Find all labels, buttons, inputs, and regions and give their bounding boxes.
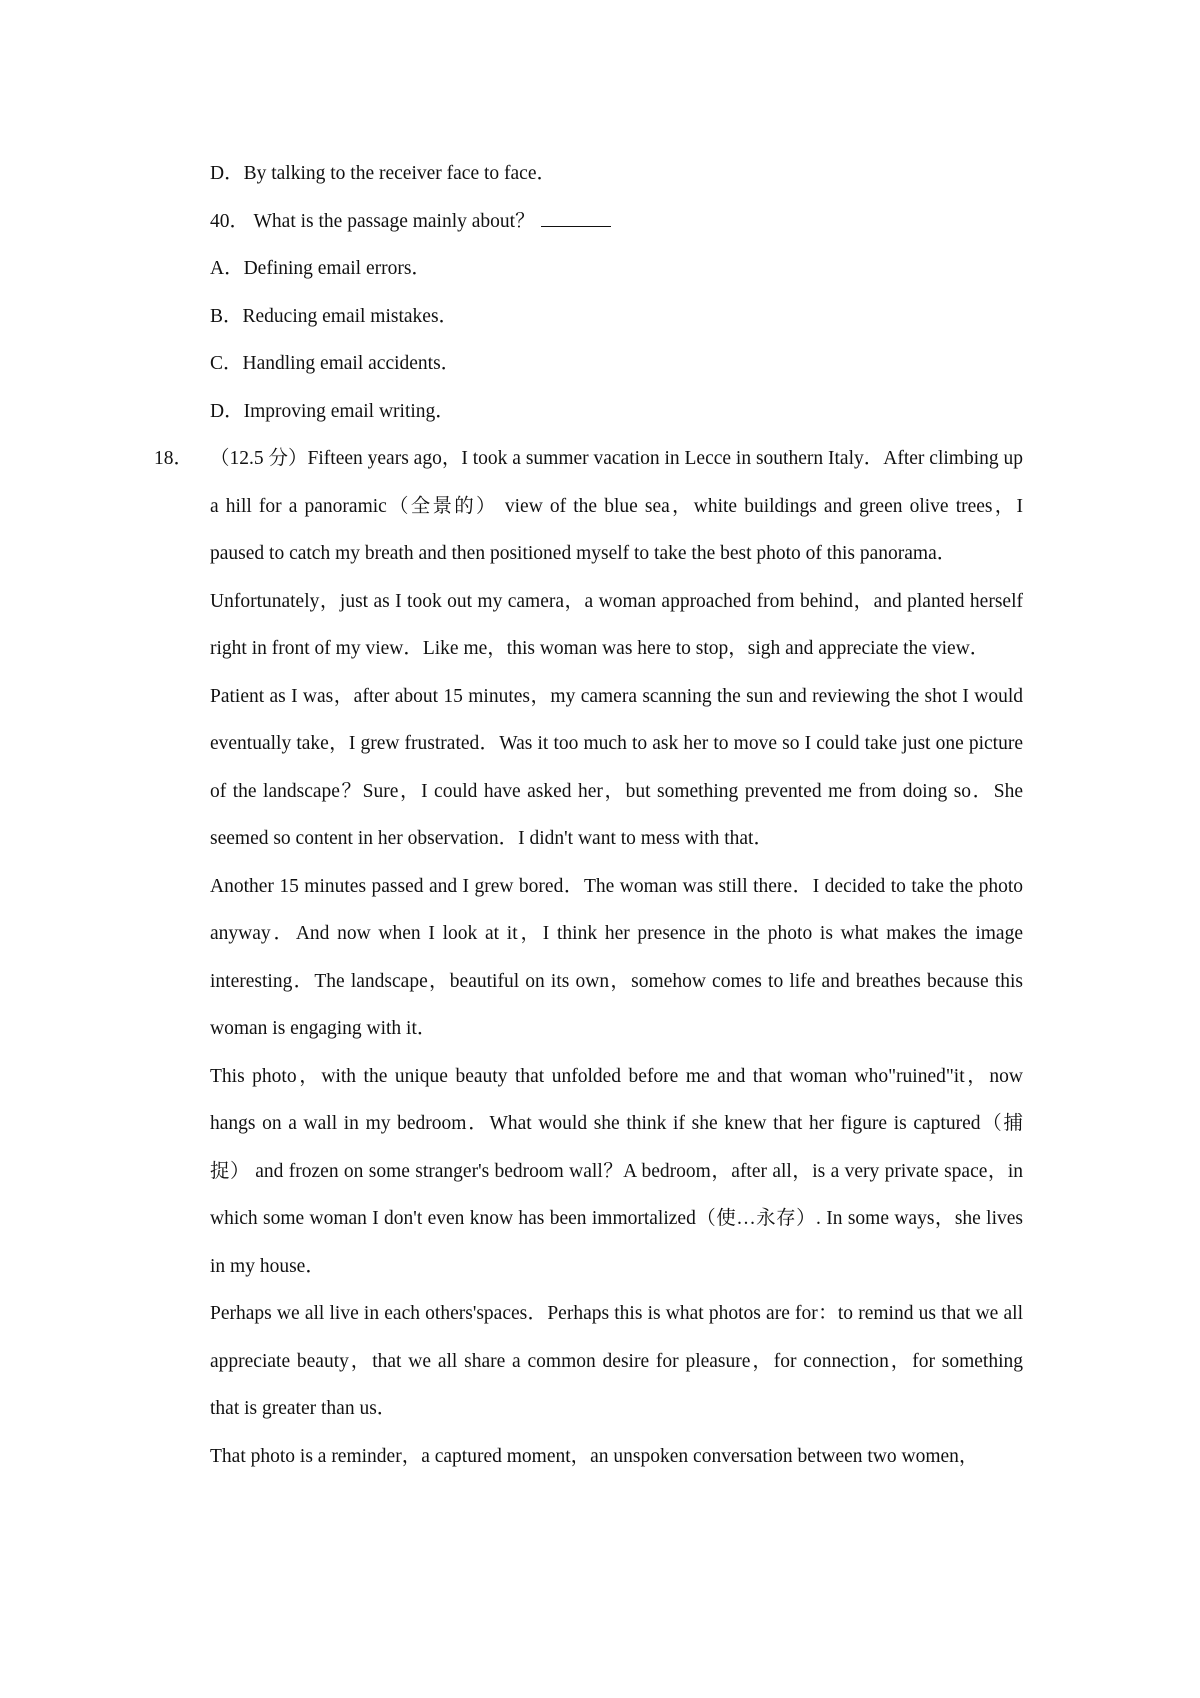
question-content (154, 150, 1023, 1480)
q40-option-d: D．Improving email writing． (210, 400, 455, 422)
passage-paragraph-7: That photo is a reminder，a captured moment，an unspoken conversation between two women， (210, 1445, 979, 1467)
q40-option-a: A．Defining email errors． (210, 258, 431, 279)
passage-paragraph-3: Patient as I was，after about 15 minutes，my camera scanning the sun and reviewing the shot I would eventually take，I grew frustrated．Was it too much to ask her to move so I could take just one picture of the landscape？Sure，I could have asked her，but something prevented me from doing so．She seemed so content in her observation．I didn't want to mess with that． (210, 685, 1023, 849)
passage-paragraph-4: Another 15 minutes passed and I grew bored．The woman was still there．I decided to take the photo anyway．And now when I look at it，I think her presence in the photo is what makes the image interesting．The landscape，beautiful on its own，somehow comes to life and breathes because this woman is engaging with it． (210, 875, 1023, 1039)
passage-paragraph-5: This photo，with the unique beauty that unfolded before me and that woman who"ruined"it，now hangs on a wall in my bedroom．What would she think if she knew that her figure is captured（捕捉） and frozen on some stranger's bedroom wall？A bedroom，after all，is a very private space，in which some woman I don't even know has been immortalized（使…永存）. In some ways，she lives in my house． (210, 1065, 1023, 1277)
passage-paragraph-1: （12.5 分）Fifteen years ago，I took a summer vacation in Lecce in southern Italy．After climbing up a hill for a panoramic（全景的） view of the blue sea，white buildings and green olive trees，I paused to catch my breath and then positioned myself to take the best photo of this panorama． (210, 448, 1023, 564)
passage-paragraph-2: Unfortunately，just as I took out my camera，a woman approached from behind，and planted herself right in front of my view．Like me，this woman was here to stop，sigh and appreciate the view． (210, 590, 1023, 659)
q39-option-d: D．By talking to the receiver face to face． (210, 163, 556, 184)
q40-stem (210, 198, 1023, 246)
q40-option-c: C．Handling email accidents． (210, 353, 461, 374)
q18-block (154, 435, 1023, 578)
q40-stem-text: 40． What is the passage mainly about？ (210, 210, 535, 232)
q18-number: 18． (154, 448, 194, 469)
passage-paragraph-6: Perhaps we all live in each others'spaces．Perhaps this is what photos are for：to remind us that we all appreciate beauty，that we all share a common desire for pleasure，for connection，for something that is greater than us． (210, 1303, 1023, 1419)
answer-blank (541, 208, 611, 227)
q40-option-b: B．Reducing email mistakes． (210, 305, 459, 327)
